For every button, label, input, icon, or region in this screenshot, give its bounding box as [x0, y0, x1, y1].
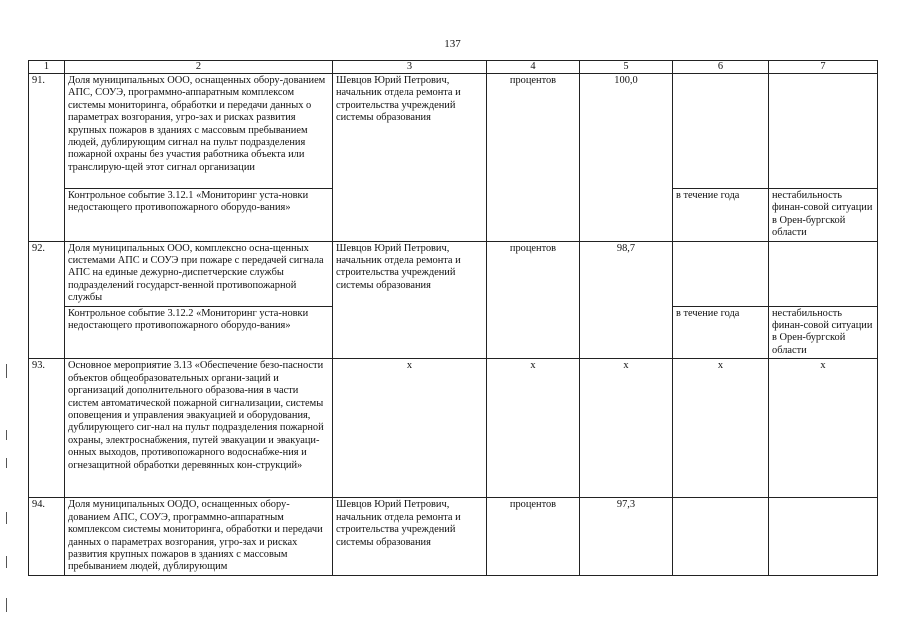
header-row — [29, 61, 878, 74]
row-number — [29, 189, 65, 242]
row-value: 98,7 — [580, 241, 673, 306]
row-description: Доля муниципальных ООО, оснащенных обору-дованием АПС, СОУЭ, программно-аппаратным комплексом системы мониторинга, обработки и передачи данных о параметрах возгорания, угро-зах и рисках развития крупных пожаров в зданиях с массовым пребыванием людей, дублирующим сигнал на пульт подразделения пожарной охраны без участия работника объекта или транслирую-щей этот сигнал организации — [65, 74, 333, 189]
row-col6 — [673, 498, 769, 575]
margin-mark — [6, 556, 7, 568]
margin-mark — [6, 512, 7, 524]
row-col6: в течение года — [673, 189, 769, 242]
column-header: 5 — [580, 61, 673, 74]
row-unit — [487, 306, 580, 359]
row-responsible — [333, 189, 487, 242]
row-number — [29, 306, 65, 359]
margin-mark — [6, 430, 7, 440]
row-responsible: Шевцов Юрий Петрович, начальник отдела ремонта и строительства учреждений системы образования — [333, 74, 487, 189]
table-row — [29, 241, 878, 306]
row-responsible: Шевцов Юрий Петрович, начальник отдела ремонта и строительства учреждений системы образования — [333, 498, 487, 575]
column-header: 3 — [333, 61, 487, 74]
table-row — [29, 306, 878, 359]
row-unit: процентов — [487, 498, 580, 575]
row-col7 — [769, 74, 878, 189]
row-col7: нестабильность финан-совой ситуации в Орен-бургской области — [769, 306, 878, 359]
margin-mark — [6, 598, 7, 612]
row-value — [580, 189, 673, 242]
row-number: 92. — [29, 241, 65, 306]
row-description: Доля муниципальных ООО, комплексно осна-щенных системами АПС и СОУЭ при пожаре с передачей сигнала АПС на единые дежурно-диспетчерские службы подразделений государст-венной противопожарной службы — [65, 241, 333, 306]
column-header: 6 — [673, 61, 769, 74]
row-responsible — [333, 306, 487, 359]
column-header: 1 — [29, 61, 65, 74]
row-col7: х — [769, 359, 878, 498]
row-col6: х — [673, 359, 769, 498]
table-row — [29, 74, 878, 189]
column-header: 4 — [487, 61, 580, 74]
row-number: 91. — [29, 74, 65, 189]
page-number: 137 — [444, 38, 461, 50]
row-unit: процентов — [487, 74, 580, 189]
row-unit — [487, 189, 580, 242]
row-description: Доля муниципальных ООДО, оснащенных обору-дованием АПС, СОУЭ, программно-аппаратным комплексом системы мониторинга, обработки и передачи данных о параметрах возгорания, угро-зах и рисках развития крупных пожаров в зданиях с массовым пребыванием людей, дублирующим — [65, 498, 333, 575]
row-value — [580, 306, 673, 359]
row-col6: в течение года — [673, 306, 769, 359]
indicator-table — [28, 60, 878, 576]
row-number: 93. — [29, 359, 65, 498]
row-value: 97,3 — [580, 498, 673, 575]
table-row — [29, 359, 878, 498]
row-number: 94. — [29, 498, 65, 575]
column-header: 7 — [769, 61, 878, 74]
table-row — [29, 189, 878, 242]
row-description: Контрольное событие 3.12.1 «Мониторинг уста-новки недостающего противопожарного оборудо-вания» — [65, 189, 333, 242]
row-value: 100,0 — [580, 74, 673, 189]
row-col7 — [769, 241, 878, 306]
row-responsible: х — [333, 359, 487, 498]
row-unit: х — [487, 359, 580, 498]
margin-mark — [6, 364, 7, 378]
row-col7: нестабильность финан-совой ситуации в Орен-бургской области — [769, 189, 878, 242]
row-unit: процентов — [487, 241, 580, 306]
margin-mark — [6, 458, 7, 468]
column-header: 2 — [65, 61, 333, 74]
row-description: Основное мероприятие 3.13 «Обеспечение безо-пасности объектов общеобразовательных органи-заций и организаций дополнительного образова-ния в части систем автоматической пожарной сигнализации, системы оповещения и управления эвакуацией и оборудования, дублирующего сиг-нал на пульт подразделения пожарной охраны, электроснабжения, путей эвакуации и эвакуаци-онных выходов, противопожарного водоснабже-ния и огнезащитной обработки деревянных кон-струкций» — [65, 359, 333, 498]
row-value: х — [580, 359, 673, 498]
table-row — [29, 498, 878, 575]
row-responsible: Шевцов Юрий Петрович, начальник отдела ремонта и строительства учреждений системы образования — [333, 241, 487, 306]
row-description: Контрольное событие 3.12.2 «Мониторинг уста-новки недостающего противопожарного оборудо-вания» — [65, 306, 333, 359]
row-col6 — [673, 74, 769, 189]
row-col7 — [769, 498, 878, 575]
row-col6 — [673, 241, 769, 306]
